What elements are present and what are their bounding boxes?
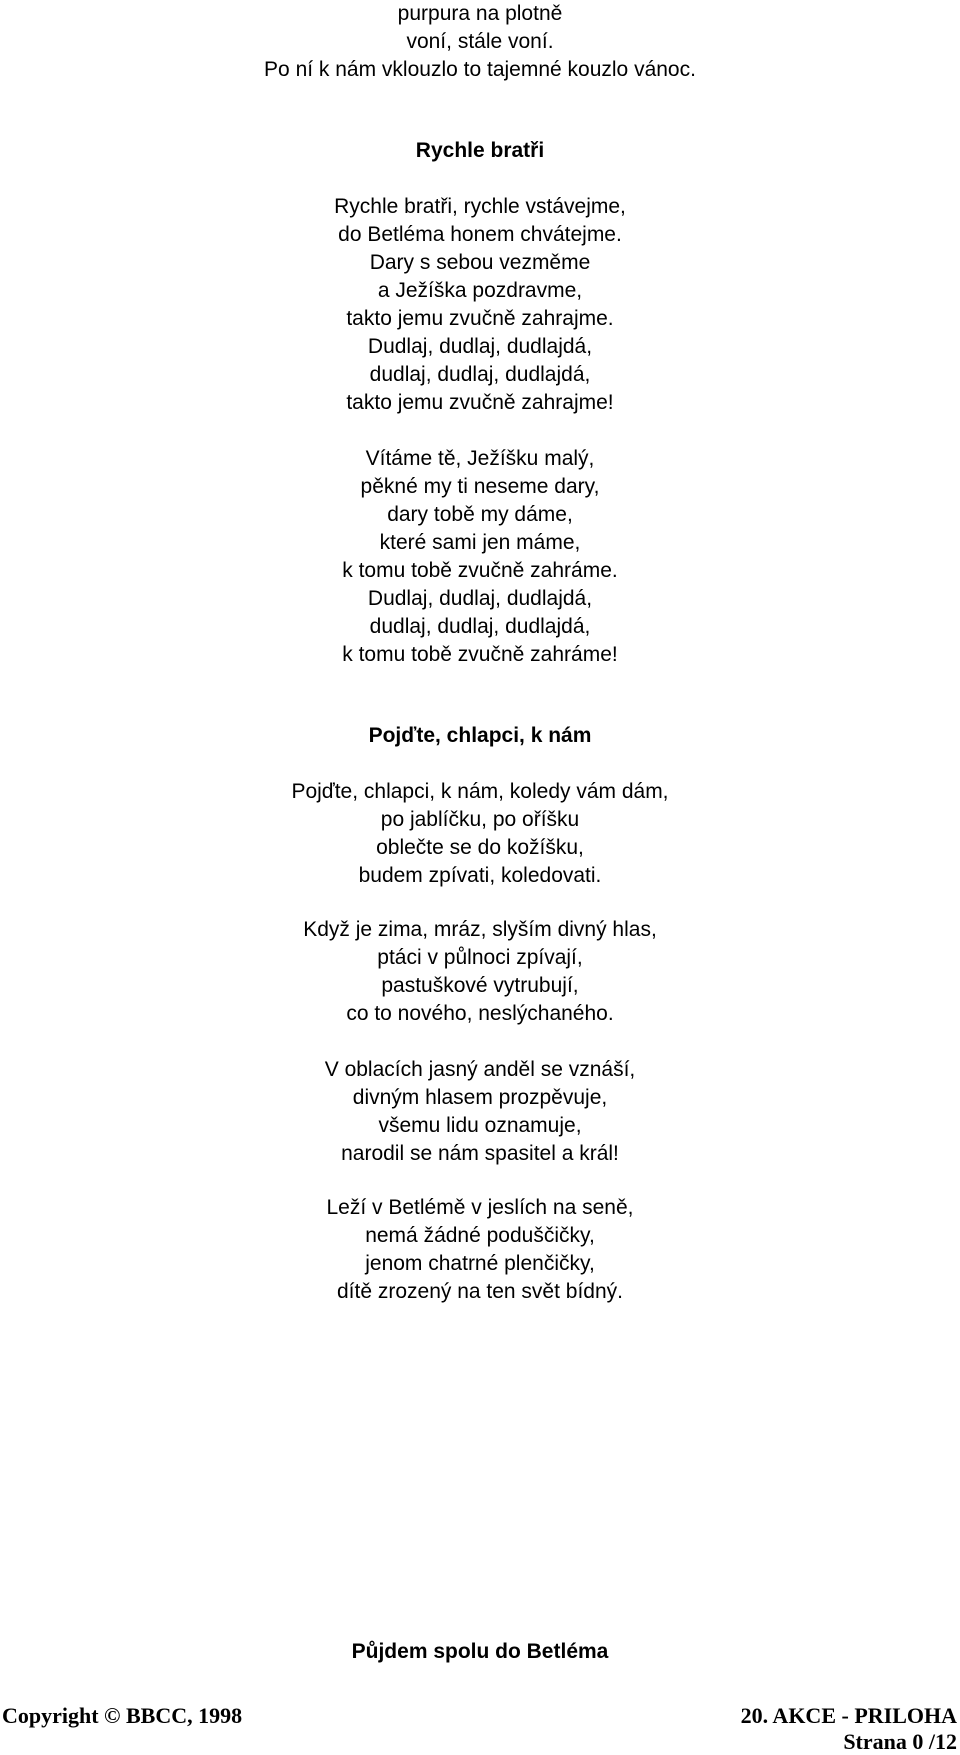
poem-line: a Ježíška pozdravme, [377, 279, 583, 302]
poem-line: divným hlasem prozpěvuje, [352, 1086, 608, 1109]
poem-line: pěkné my ti neseme dary, [360, 475, 600, 498]
song-title: Půjdem spolu do Betléma [351, 1640, 609, 1663]
poem-line: V oblacích jasný anděl se vznáší, [324, 1058, 636, 1081]
poem-line: ptáci v půlnoci zpívají, [377, 946, 583, 969]
poem-line: po jablíčku, po oříšku [380, 808, 580, 831]
poem-line: Dudlaj, dudlaj, dudlajdá, [367, 587, 593, 610]
poem-line: které sami jen máme, [379, 531, 581, 554]
poem-line: Leží v Betlémě v jeslích na seně, [326, 1196, 634, 1219]
poem-line: dítě zrozený na ten svět bídný. [336, 1280, 623, 1303]
song-title: Rychle bratři [415, 139, 545, 162]
poem-line: Rychle bratři, rychle vstávejme, [334, 195, 626, 218]
poem-line: co to nového, neslýchaného. [346, 1002, 614, 1025]
poem-line: oblečte se do kožíšku, [376, 836, 584, 859]
poem-line: do Betléma honem chvátejme. [338, 223, 622, 246]
poem-line: nemá žádné poduščičky, [365, 1224, 595, 1247]
song-title: Pojďte, chlapci, k nám [368, 724, 592, 747]
poem-line: pastuškové vytrubují, [381, 974, 579, 997]
poem-line: budem zpívati, koledovati. [358, 864, 602, 887]
footer-section: 20. AKCE - PRILOHA [740, 1703, 957, 1728]
poem-line: Vítáme tě, Ježíšku malý, [365, 447, 595, 470]
footer-copyright: Copyright © BBCC, 1998 [2, 1703, 243, 1728]
poem-line: takto jemu zvučně zahrajme. [346, 307, 614, 330]
poem-line: Když je zima, mráz, slyším divný hlas, [303, 918, 657, 941]
poem-line: dudlaj, dudlaj, dudlajdá, [369, 615, 591, 638]
poem-line: Pojďte, chlapci, k nám, koledy vám dám, [291, 780, 669, 803]
poem-line: purpura na plotně [397, 2, 563, 25]
poem-line: k tomu tobě zvučně zahráme! [342, 643, 618, 666]
poem-line: dudlaj, dudlaj, dudlajdá, [369, 363, 591, 386]
poem-line: narodil se nám spasitel a král! [341, 1142, 619, 1165]
poem-line: jenom chatrné plenčičky, [365, 1252, 595, 1275]
poem-line: takto jemu zvučně zahrajme! [346, 391, 614, 414]
footer-page-number: Strana 0 /12 [843, 1729, 957, 1754]
poem-line: všemu lidu oznamuje, [378, 1114, 582, 1137]
poem-line: Po ní k nám vklouzlo to tajemné kouzlo vánoc. [264, 58, 696, 81]
footer-info [741, 1703, 957, 1755]
poem-line: voní, stále voní. [406, 30, 554, 53]
poem-line: Dudlaj, dudlaj, dudlajdá, [367, 335, 593, 358]
poem-line: k tomu tobě zvučně zahráme. [342, 559, 618, 582]
poem-line: Dary s sebou vezměme [369, 251, 591, 274]
poem-line: dary tobě my dáme, [387, 503, 573, 526]
